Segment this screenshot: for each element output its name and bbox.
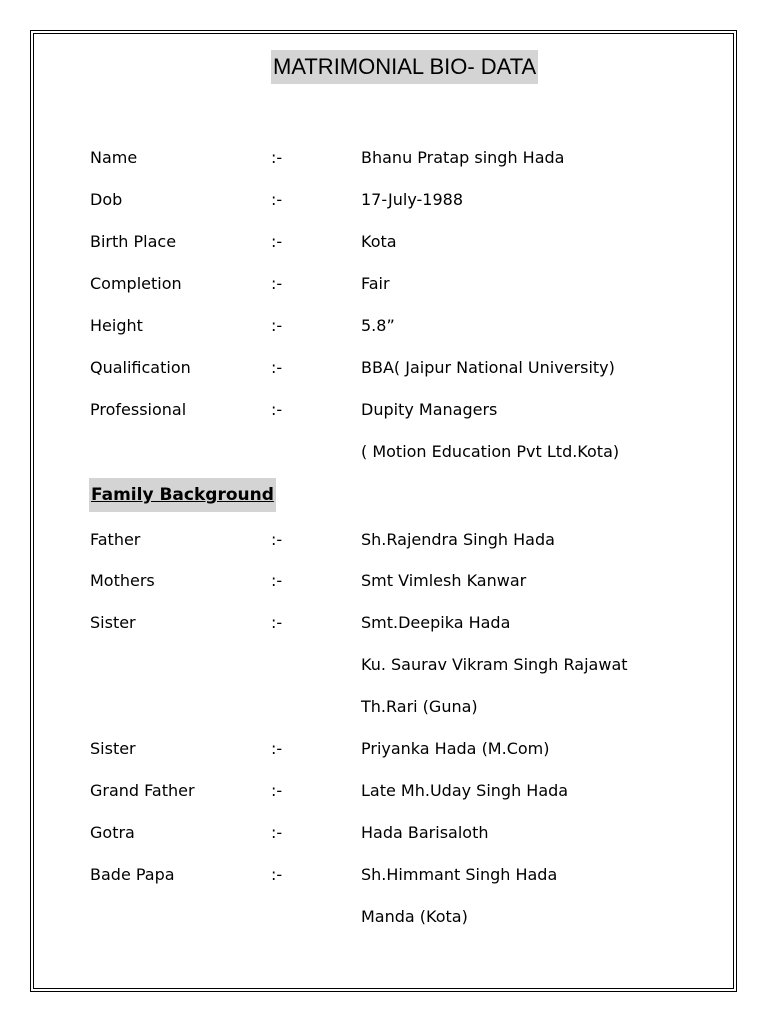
family-row-gotra <box>0 819 768 847</box>
detail-row-qualification <box>0 354 768 382</box>
field-separator: :- <box>271 530 283 549</box>
field-value: Hada Barisaloth <box>361 823 489 842</box>
field-value: Late Mh.Uday Singh Hada <box>361 781 569 800</box>
field-label: Father <box>90 530 141 549</box>
field-label: Mothers <box>90 571 155 590</box>
family-row-sister <box>0 609 768 637</box>
field-value: Ku. Saurav Vikram Singh Rajawat <box>361 655 628 674</box>
field-label: Gotra <box>90 823 135 842</box>
field-value: Th.Rari (Guna) <box>361 697 478 716</box>
field-label: Bade Papa <box>90 865 175 884</box>
family-row-bade-papa-continued <box>0 903 768 931</box>
field-separator: :- <box>271 274 283 293</box>
field-value: 17-July-1988 <box>361 190 464 209</box>
field-separator: :- <box>271 148 283 167</box>
field-separator: :- <box>271 739 283 758</box>
field-label: Completion <box>90 274 182 293</box>
field-label: Birth Place <box>90 232 177 251</box>
detail-row-name <box>0 144 768 172</box>
detail-row-professional-continued <box>0 438 768 466</box>
field-label: Name <box>90 148 138 167</box>
document-title: MATRIMONIAL BIO- DATA <box>271 50 538 84</box>
field-separator: :- <box>271 781 283 800</box>
field-label: Professional <box>90 400 187 419</box>
field-value: Smt.Deepika Hada <box>361 613 511 632</box>
field-value: Sh.Rajendra Singh Hada <box>361 530 555 549</box>
field-value: 5.8” <box>361 316 395 335</box>
detail-row-completion <box>0 270 768 298</box>
detail-row-dob <box>0 186 768 214</box>
field-separator: :- <box>271 358 283 377</box>
field-label: Sister <box>90 613 136 632</box>
detail-row-professional <box>0 396 768 424</box>
field-label: Qualification <box>90 358 191 377</box>
family-row-bade-papa <box>0 861 768 889</box>
field-value: Kota <box>361 232 397 251</box>
field-label: Grand Father <box>90 781 195 800</box>
field-separator: :- <box>271 400 283 419</box>
field-separator: :- <box>271 823 283 842</box>
field-value: ( Motion Education Pvt Ltd.Kota) <box>361 442 620 461</box>
field-value: Manda (Kota) <box>361 907 468 926</box>
field-separator: :- <box>271 316 283 335</box>
field-label: Height <box>90 316 143 335</box>
family-row-grand-father <box>0 777 768 805</box>
detail-row-birth-place <box>0 228 768 256</box>
field-separator: :- <box>271 613 283 632</box>
family-row-mothers <box>0 567 768 595</box>
field-label: Dob <box>90 190 123 209</box>
detail-row-height <box>0 312 768 340</box>
field-separator: :- <box>271 571 283 590</box>
field-separator: :- <box>271 865 283 884</box>
field-value: Dupity Managers <box>361 400 498 419</box>
field-value: Fair <box>361 274 390 293</box>
family-row-sister-2 <box>0 735 768 763</box>
field-value: BBA( Jaipur National University) <box>361 358 615 377</box>
family-row-sister-continued <box>0 693 768 721</box>
field-separator: :- <box>271 232 283 251</box>
family-row-father <box>0 526 768 554</box>
field-separator: :- <box>271 190 283 209</box>
field-value: Sh.Himmant Singh Hada <box>361 865 558 884</box>
family-background-heading: Family Background <box>89 478 276 512</box>
family-row-sister-continued <box>0 651 768 679</box>
field-value: Bhanu Pratap singh Hada <box>361 148 565 167</box>
field-label: Sister <box>90 739 136 758</box>
field-value: Priyanka Hada (M.Com) <box>361 739 550 758</box>
field-value: Smt Vimlesh Kanwar <box>361 571 527 590</box>
